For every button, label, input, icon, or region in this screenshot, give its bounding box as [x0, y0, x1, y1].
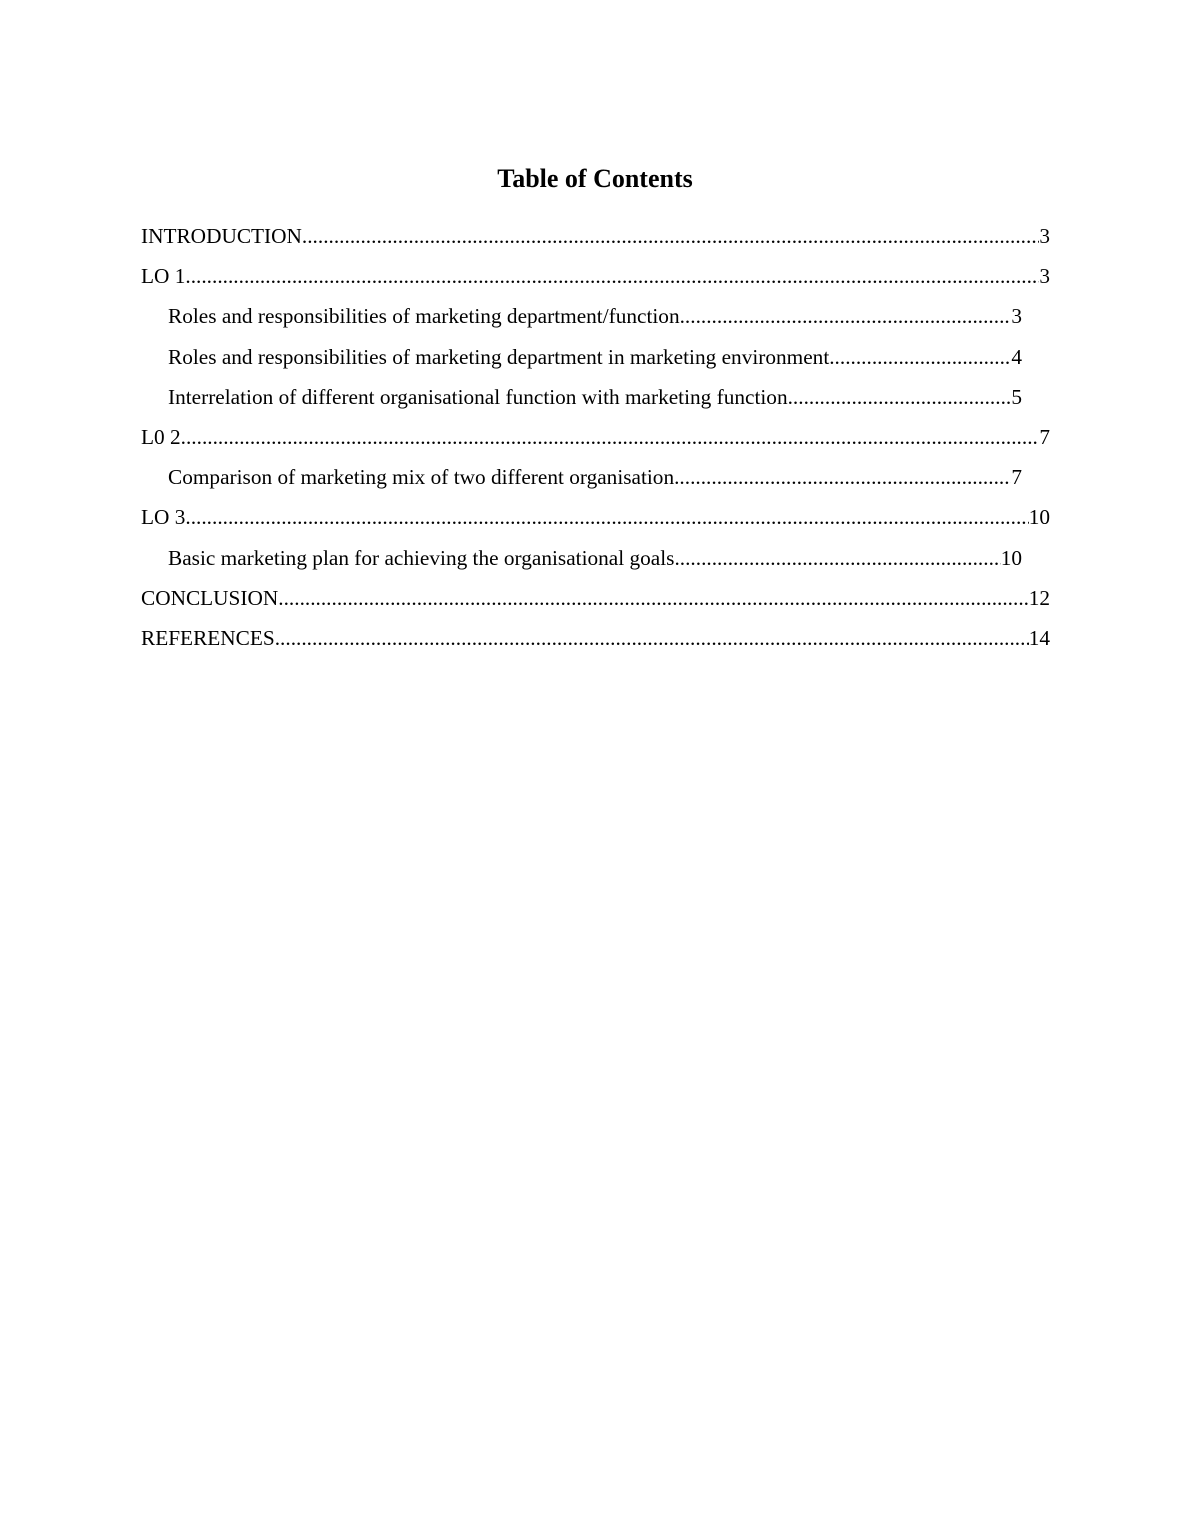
toc-dot-leader	[788, 381, 1012, 413]
toc-dot-leader	[302, 220, 1039, 252]
toc-entry-label: Basic marketing plan for achieving the organisational goals	[168, 545, 675, 570]
toc-entry-page-number: 4	[1011, 344, 1022, 369]
toc-dot-leader	[829, 341, 1011, 373]
toc-dot-leader	[674, 461, 1011, 493]
toc-dot-leader	[185, 501, 1028, 533]
toc-entry-lo2[interactable]	[141, 421, 1050, 461]
toc-entry-label: REFERENCES	[141, 625, 275, 650]
toc-entry-label: Comparison of marketing mix of two different organisation	[168, 465, 675, 490]
toc-entry-basic-marketing-plan[interactable]	[168, 542, 1022, 582]
toc-entry-page-number: 7	[1011, 465, 1022, 490]
toc-entry-page-number: 3	[1039, 224, 1050, 248]
toc-entry-label: LO 1	[141, 264, 186, 289]
toc-entry-label: Interrelation of different organisational function with marketing function	[168, 384, 788, 409]
toc-entry-conclusion[interactable]	[141, 582, 1050, 622]
toc-entry-roles-marketing-environment[interactable]	[168, 341, 1022, 381]
toc-list	[0, 220, 1190, 662]
toc-entry-lo1[interactable]	[141, 260, 1050, 300]
toc-entry-label: Roles and responsibilities of marketing department/function	[168, 304, 680, 329]
toc-entry-page-number: 14	[1028, 625, 1050, 650]
toc-entry-lo3[interactable]	[141, 501, 1050, 541]
toc-entry-roles-marketing-department[interactable]	[168, 300, 1022, 340]
toc-title: Table of Contents	[497, 164, 693, 193]
toc-entry-introduction[interactable]	[141, 220, 1050, 260]
toc-dot-leader	[181, 421, 1040, 453]
toc-dot-leader	[680, 300, 1012, 332]
toc-dot-leader	[278, 582, 1028, 614]
toc-entry-label: CONCLUSION	[141, 585, 279, 610]
toc-entry-references[interactable]	[141, 622, 1050, 662]
toc-entry-page-number: 7	[1039, 424, 1050, 449]
toc-entry-page-number: 10	[1028, 505, 1050, 530]
toc-entry-page-number: 5	[1011, 384, 1022, 409]
toc-dot-leader	[674, 542, 1000, 574]
toc-entry-page-number: 3	[1011, 304, 1022, 329]
toc-entry-page-number: 10	[1000, 545, 1022, 570]
toc-entry-comparison-marketing-mix[interactable]	[168, 461, 1022, 501]
toc-dot-leader	[275, 622, 1029, 654]
toc-entry-label: LO 3	[141, 505, 186, 530]
toc-entry-page-number: 12	[1028, 585, 1050, 610]
toc-entry-label: L0 2	[141, 424, 181, 449]
toc-entry-interrelation-functions[interactable]	[168, 381, 1022, 421]
toc-entry-label: INTRODUCTION	[141, 224, 302, 248]
toc-dot-leader	[185, 260, 1039, 292]
toc-entry-label: Roles and responsibilities of marketing department in marketing environment	[168, 344, 830, 369]
toc-entry-page-number: 3	[1039, 264, 1050, 289]
